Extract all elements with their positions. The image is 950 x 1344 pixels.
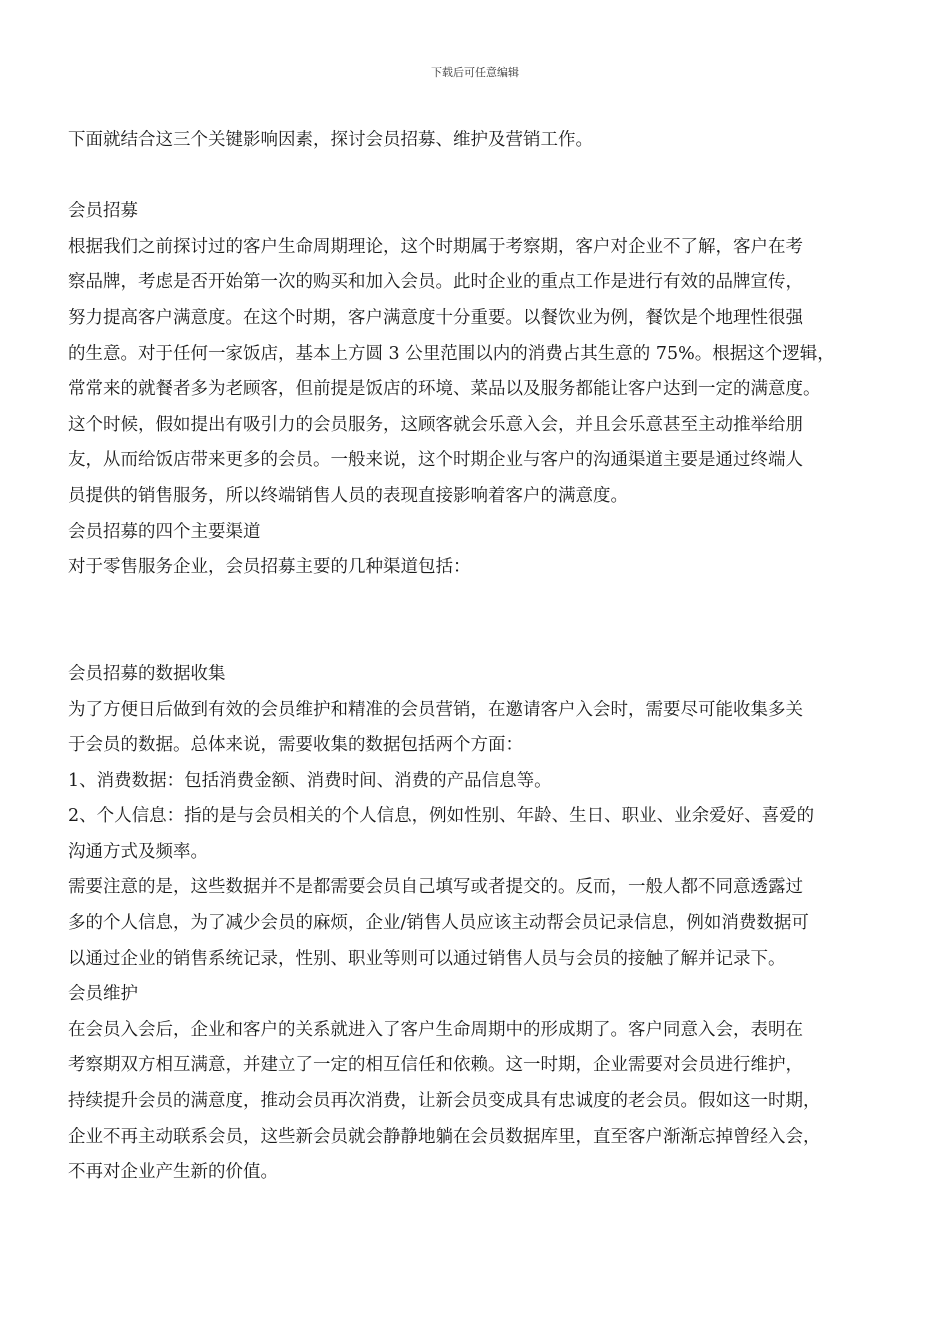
paragraph-line: 的生意。对于任何一家饭店，基本上方圆 3 公里范围以内的消费占其生意的 75%。根据这个逻辑， [68,343,835,364]
paragraph-line: 企业不再主动联系会员，这些新会员就会静静地躺在会员数据库里，直至客户渐渐忘掉曾经入会， [68,1126,821,1147]
section-heading-data-collection: 会员招募的数据收集 [68,663,226,684]
paragraph-line: 以通过企业的销售系统记录，性别、职业等则可以通过销售人员与会员的接触了解并记录下。 [68,948,786,969]
paragraph-line: 对于零售服务企业，会员招募主要的几种渠道包括： [68,557,471,578]
paragraph-line: 需要注意的是，这些数据并不是都需要会员自己填写或者提交的。反而，一般人都不同意透露过 [68,877,803,898]
section-heading-recruit: 会员招募 [68,201,138,222]
paragraph-line: 为了方便日后做到有效的会员维护和精准的会员营销，在邀请客户入会时，需要尽可能收集多关 [68,699,803,720]
list-item: 1、消费数据：包括消费金额、消费时间、消费的产品信息等。 [68,770,552,791]
list-item-continuation: 沟通方式及频率。 [68,841,208,862]
paragraph-line: 持续提升会员的满意度，推动会员再次消费，让新会员变成具有忠诚度的老会员。假如这一时期， [68,1091,821,1112]
blank-space [68,586,884,657]
paragraph-line: 努力提高客户满意度。在这个时期，客户满意度十分重要。以餐饮业为例，餐饮是个地理性很强 [68,307,803,328]
blank-line [68,159,884,195]
list-item: 2、个人信息：指的是与会员相关的个人信息，例如性别、年龄、生日、职业、业余爱好、喜爱的 [68,806,815,827]
paragraph-line: 不再对企业产生新的价值。 [68,1162,278,1183]
paragraph-line: 察品牌，考虑是否开始第一次的购买和加入会员。此时企业的重点工作是进行有效的品牌宣传， [68,272,803,293]
paragraph-line: 根据我们之前探讨过的客户生命周期理论，这个时期属于考察期，客户对企业不了解，客户在考 [68,236,803,257]
paragraph-line: 员提供的销售服务，所以终端销售人员的表现直接影响着客户的满意度。 [68,485,628,506]
section-heading-channels: 会员招募的四个主要渠道 [68,521,261,542]
paragraph-line: 考察期双方相互满意，并建立了一定的相互信任和依赖。这一时期，企业需要对会员进行维护， [68,1055,803,1076]
paragraph-line: 友，从而给饭店带来更多的会员。一般来说，这个时期企业与客户的沟通渠道主要是通过终端人 [68,450,803,471]
paragraph-line: 于会员的数据。总体来说，需要收集的数据包括两个方面： [68,735,523,756]
paragraph-line: 这个时候，假如提出有吸引力的会员服务，这顾客就会乐意入会，并且会乐意甚至主动推举给朋 [68,414,803,435]
paragraph-line: 常常来的就餐者多为老顾客，但前提是饭店的环境、菜品以及服务都能让客户达到一定的满意度。 [68,379,821,400]
intro-text: 下面就结合这三个关键影响因素，探讨会员招募、维护及营销工作。 [68,130,593,150]
paragraph-line: 在会员入会后，企业和客户的关系就进入了客户生命周期中的形成期了。客户同意入会，表明在 [68,1019,803,1040]
paragraph-line: 多的个人信息，为了减少会员的麻烦，企业/销售人员应该主动帮会员记录信息，例如消费数据可 [68,913,809,934]
section-heading-maintenance: 会员维护 [68,984,138,1005]
page-header-note: 下载后可任意编辑 [431,66,519,79]
document-body [68,123,884,1191]
